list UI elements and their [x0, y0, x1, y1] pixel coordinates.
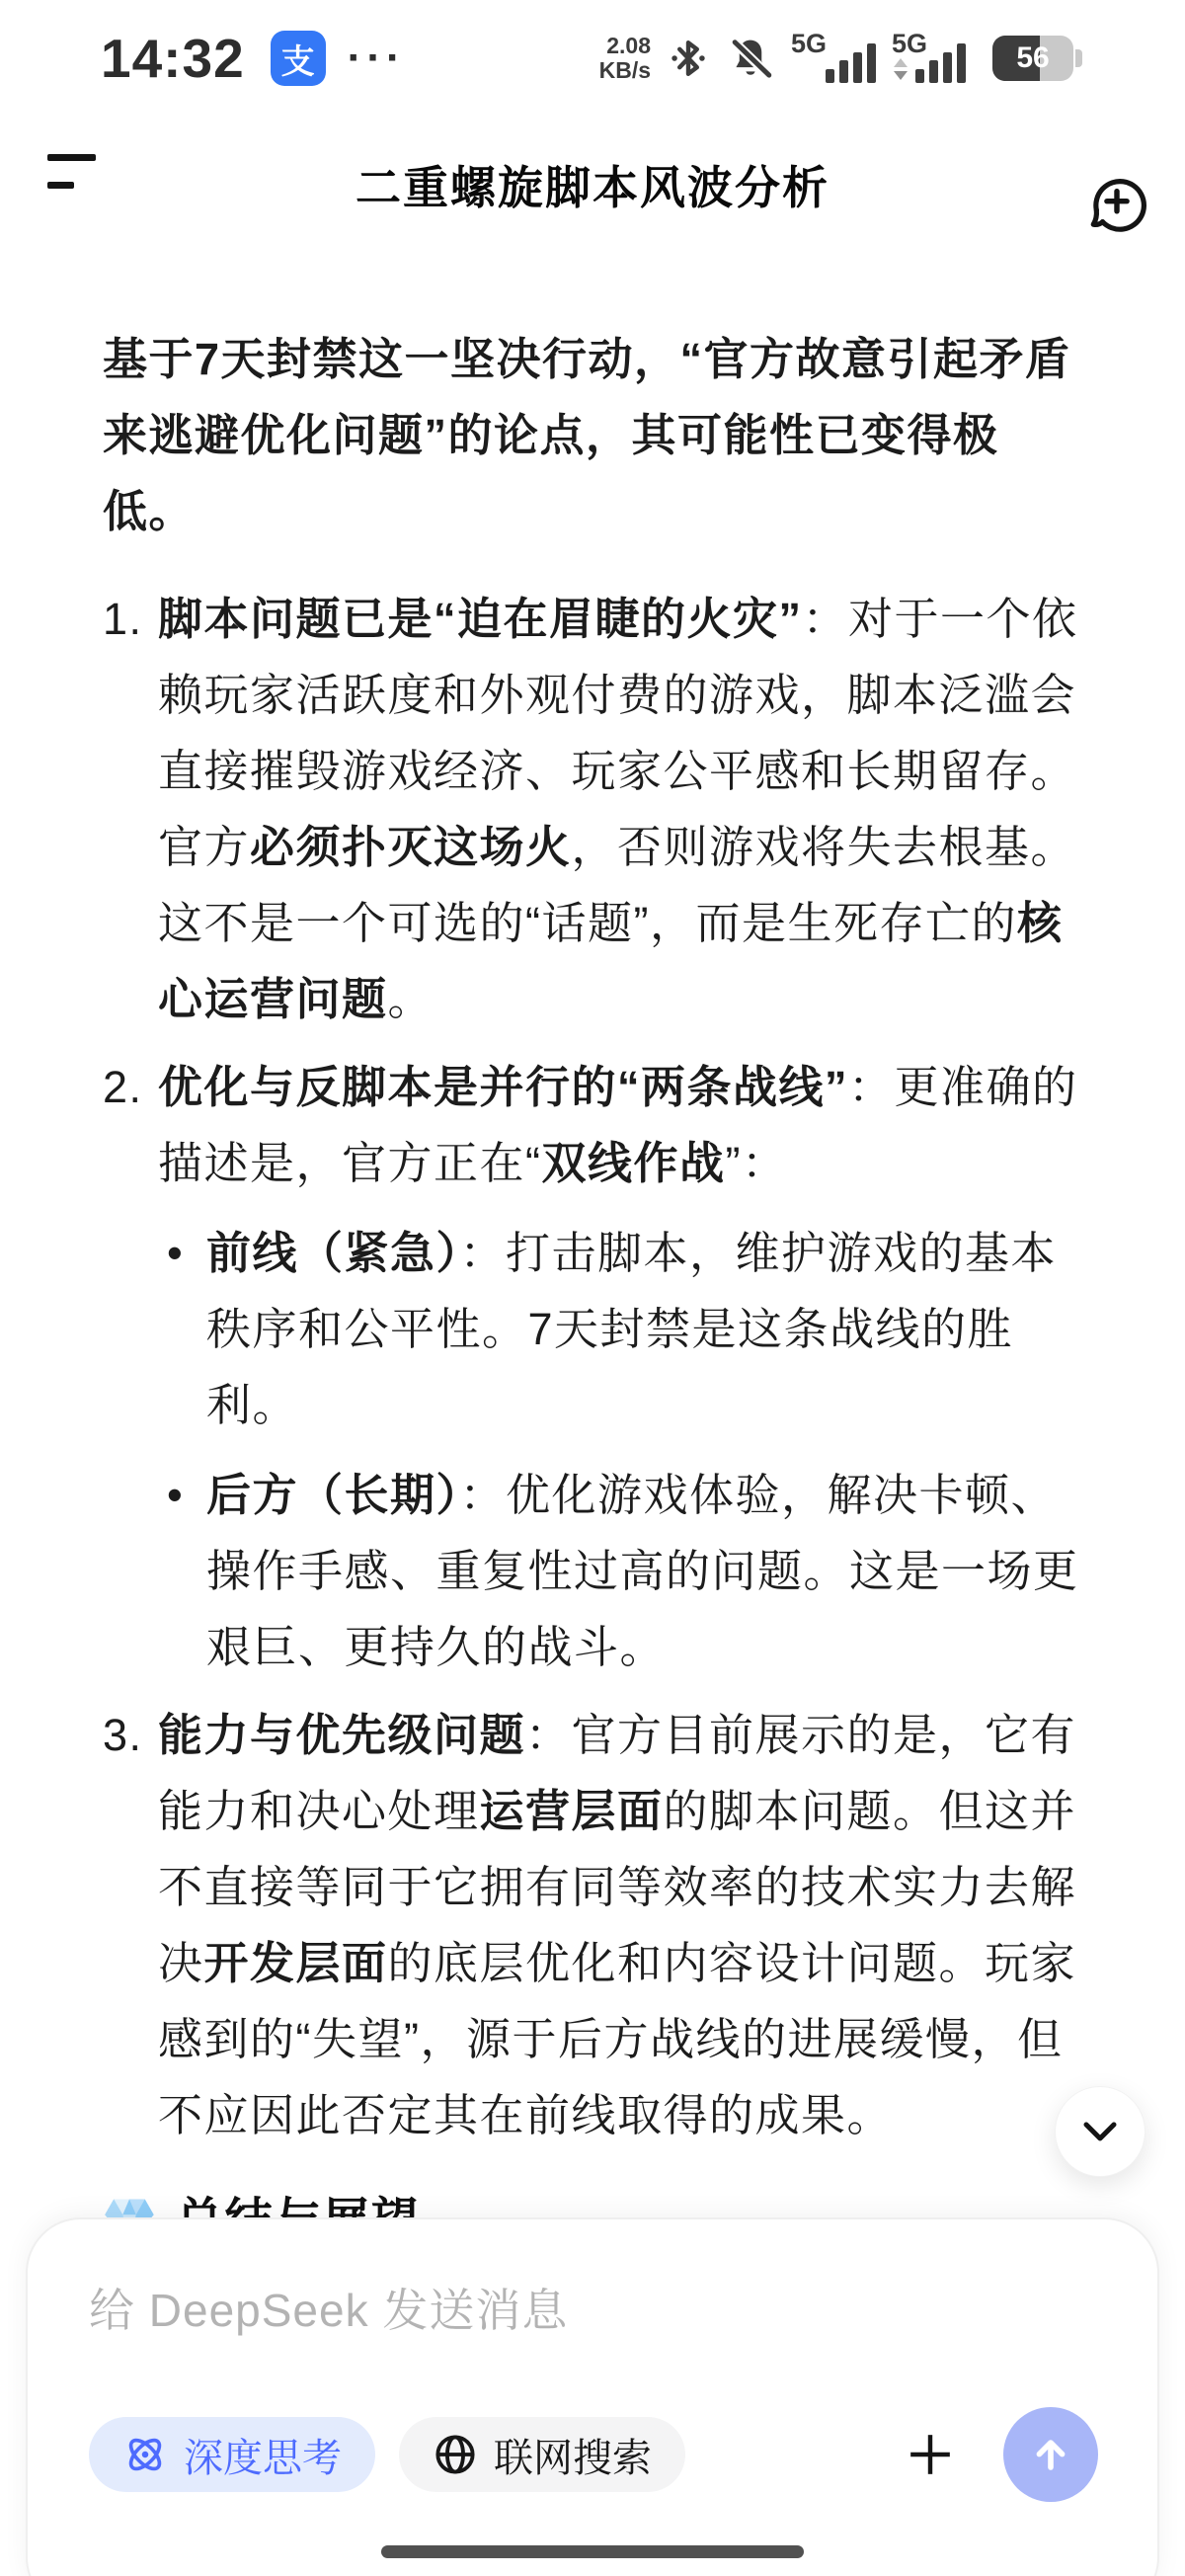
page-title: 二重螺旋脚本风波分析: [356, 162, 830, 213]
battery-icon: [992, 36, 1082, 81]
bullet-item-text: [206, 1457, 1086, 1685]
list-item: [103, 581, 1086, 1037]
text-segment: 开发层面: [203, 1938, 388, 1988]
text-segment: 核心运营问题: [158, 898, 1064, 1024]
notifications-off-icon: [726, 34, 775, 83]
bullet-item: [167, 1215, 1086, 1443]
signal-bars-icon-sim1: [791, 31, 876, 86]
list-item: [103, 1049, 1086, 1201]
clock: 14:32: [101, 28, 245, 89]
home-indicator[interactable]: [381, 2545, 804, 2558]
bullet-marker: •: [167, 1228, 185, 1278]
plus-icon[interactable]: [903, 2427, 958, 2482]
network-speed-unit: KB/s: [598, 57, 651, 83]
text-segment: 的脚本问题。但这并不直接等同于它拥有同等效率的技术实力去解决: [158, 1786, 1077, 1988]
list-item-text: [158, 1697, 1086, 2153]
text-segment: 后方（长期）: [206, 1470, 460, 1520]
text-segment: 的底层优化和内容设计问题。玩家感到的“失望”，源于后方战线的进展缓慢，但不应因此否定其在前线取得的成果。: [158, 1938, 1077, 2140]
status-bar: [0, 0, 1185, 111]
chevron-down-icon: [1080, 2120, 1120, 2143]
bullet-item-text: [206, 1215, 1086, 1443]
battery-percent: 56: [1016, 41, 1050, 74]
list-item-number: 3.: [103, 1710, 143, 1760]
web-search-button[interactable]: [399, 2417, 685, 2492]
scroll-to-bottom-button[interactable]: [1055, 2086, 1146, 2177]
text-segment: ：对于一个依赖玩家活跃度和外观付费的游戏，脚本泛滥会直接摧毁游戏经济、玩家公平感和长期留存。官方: [158, 594, 1078, 872]
more-dots-icon: ···: [347, 34, 406, 82]
text-segment: 优化与反脚本是并行的“两条战线”: [158, 1062, 849, 1112]
text-segment: 前线（紧急）: [206, 1228, 460, 1278]
network-speed: [599, 34, 651, 83]
composer-card: [26, 2217, 1159, 2576]
assistant-message: [0, 259, 1185, 2259]
send-button[interactable]: [1003, 2407, 1098, 2502]
alipay-icon: 支: [271, 31, 326, 86]
text-segment: 能力与优先级问题: [158, 1710, 526, 1760]
text-segment: ”：: [725, 1138, 788, 1188]
list-item-text: [158, 1049, 1086, 1201]
list-item-number: 2.: [103, 1062, 143, 1112]
deep-think-button[interactable]: [89, 2417, 375, 2492]
numbered-list: [103, 581, 1086, 2153]
network-type-label: 5G: [791, 29, 828, 58]
list-item-text: [158, 581, 1086, 1037]
text-segment: ：优化游戏体验，解决卡顿、操作手感、重复性过高的问题。这是一场更艰巨、更持久的战斗。: [206, 1470, 1079, 1672]
bullet-item: [167, 1457, 1086, 1685]
network-type-label: 5G: [892, 29, 928, 58]
intro-paragraph: 基于7天封禁这一坚决行动，“官方故意引起矛盾来逃避优化问题”的论点，其可能性已变得极低。: [103, 334, 1071, 536]
list-item: [103, 1697, 1086, 2153]
text-segment: ：更准确的描述是，官方正在“: [158, 1062, 1078, 1188]
globe-icon: [433, 2432, 478, 2477]
composer-controls: [89, 2407, 1098, 2502]
text-segment: 必须扑灭这场火: [250, 822, 572, 872]
bullet-marker: •: [167, 1470, 185, 1520]
signal-bars-icon-sim2: [892, 31, 977, 86]
bluetooth-icon: [667, 35, 710, 82]
text-segment: 。: [387, 974, 434, 1024]
text-segment: ，否则游戏将失去根基。这不是一个可选的“话题”，而是生死存亡的: [158, 822, 1077, 948]
text-segment: 脚本问题已是“迫在眉睫的火灾”: [158, 594, 803, 644]
web-search-label: 联网搜索: [494, 2436, 652, 2480]
chat-header: [0, 111, 1185, 259]
text-segment: 双线作战: [541, 1138, 726, 1188]
deep-think-label: 深度思考: [184, 2436, 342, 2480]
list-item-number: 1.: [103, 594, 143, 644]
text-segment: ：打击脚本，维护游戏的基本秩序和公平性。7天封禁是这条战线的胜利。: [206, 1228, 1058, 1430]
network-speed-value: 2.08: [606, 33, 651, 58]
new-chat-icon[interactable]: [1086, 172, 1147, 233]
arrow-up-icon: [1027, 2431, 1074, 2478]
data-activity-arrows-icon: [894, 58, 908, 80]
message-input[interactable]: 给 DeepSeek 发送消息: [89, 2285, 569, 2336]
text-segment: ：官方目前展示的是，它有能力和决心处理: [158, 1710, 1077, 1836]
text-segment: 运营层面: [479, 1786, 664, 1836]
status-bar-right: [599, 31, 1082, 86]
atom-icon: [122, 2432, 168, 2477]
